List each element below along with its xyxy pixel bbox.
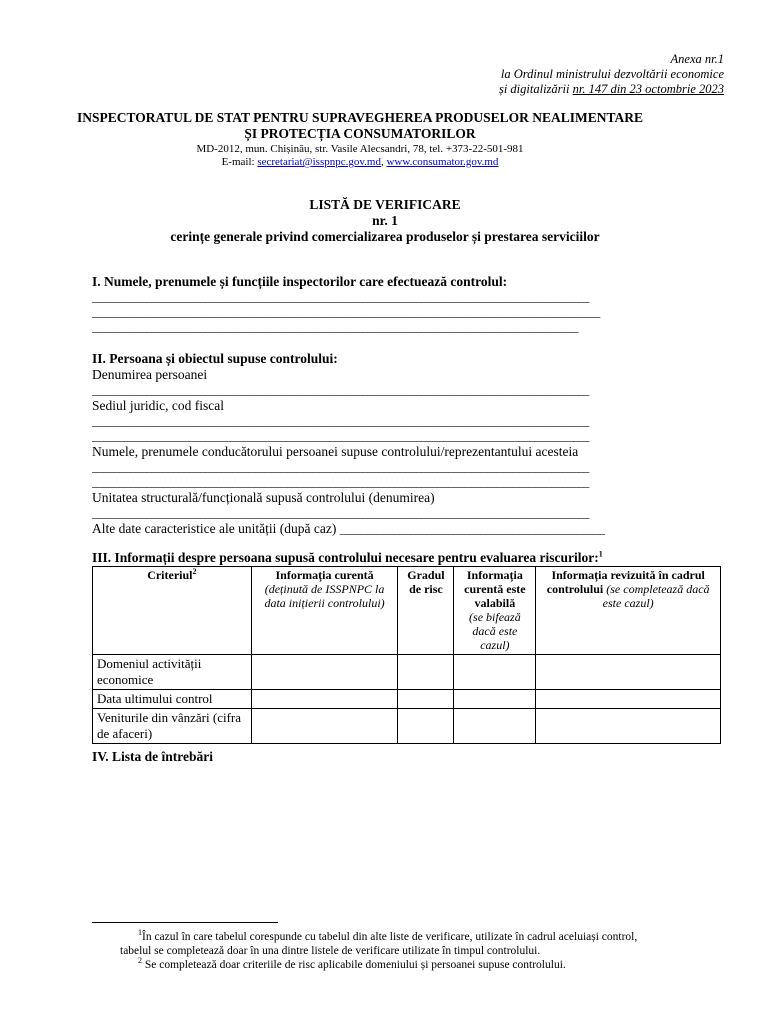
col-risk-degree-line2: de risc [409, 582, 443, 596]
footnote-2-text: Se completează doar criteriile de risc aplicabile domeniului și persoanei supuse controlului. [142, 959, 566, 971]
section-inspectors [92, 274, 722, 335]
annex-order-number: nr. 147 din 23 octombrie 2023 [572, 82, 724, 96]
field-label-manager: Numele, prenumele conducătorului persoanei supuse controlului/reprezentantului acesteia [92, 444, 579, 459]
footnote-2 [112, 958, 712, 972]
cell-valid[interactable] [454, 655, 536, 690]
contact-separator: , [380, 156, 387, 168]
section3-heading [92, 550, 722, 566]
footnote-ref: 2 [192, 567, 197, 576]
annex-number: Anexa nr.1 [670, 52, 724, 66]
cell-risk-degree[interactable] [398, 690, 454, 709]
annex-order-ref [499, 82, 724, 97]
col-criterion [93, 567, 252, 655]
field-other-text: Alte date caracteristice ale unității (după caz) [92, 521, 337, 536]
annex-order: la Ordinul ministrului dezvoltării economice [500, 67, 724, 81]
col-current-info [251, 567, 398, 655]
cell-current-info[interactable] [251, 690, 398, 709]
blank-line-inline[interactable]: _________________________________________________ [339, 522, 605, 536]
section1-heading: I. Numele, prenumele și funcțiile inspectorilor care efectuează controlul: [92, 274, 508, 289]
blank-line[interactable]: ______________________________________________________________________________________________ [92, 305, 600, 319]
email-link[interactable]: secretariat@isspnpc.gov.md [257, 156, 381, 168]
footnote-1-continuation: tabelul se completează doar în una dintre listele de verificare utilizate în timpul controlului. [120, 945, 541, 957]
section2-heading: II. Persoana și obiectul supuse controlului: [92, 351, 338, 366]
row-criterion: Domeniul activității economice [93, 655, 252, 690]
section-questions [92, 749, 722, 765]
annex-order-prefix: și digitalizării [498, 82, 573, 96]
table-row [93, 655, 721, 690]
table-header-row [93, 567, 721, 655]
footnote-1-mark: 1 [138, 928, 142, 938]
col-current-info-note: (deținută de ISSPNPC la data inițierii controlului) [264, 582, 385, 610]
field-label-seat: Sediul juridic, cod fiscal [92, 398, 224, 413]
institution-contacts [60, 156, 660, 169]
institution-header [60, 110, 660, 169]
field-label-other [92, 521, 722, 537]
col-criterion-label: Criteriul [147, 568, 193, 582]
section-risk-info [92, 550, 722, 566]
cell-risk-degree[interactable] [398, 655, 454, 690]
cell-revised[interactable] [536, 690, 721, 709]
institution-name-line1: INSPECTORATUL DE STAT PENTRU SUPRAVEGHEREA PRODUSELOR NEALIMENTARE [76, 110, 644, 125]
section4-heading: IV. Lista de întrebări [92, 749, 214, 764]
footnote-2-mark: 2 [138, 956, 142, 966]
section3-heading-text: III. Informații despre persoana supusă controlului necesare pentru evaluarea riscurilor: [92, 550, 599, 565]
cell-current-info[interactable] [251, 709, 398, 744]
blank-line[interactable]: ____________________________________________________________________________________________ [92, 290, 589, 304]
document-title: LISTĂ DE VERIFICARE [309, 197, 461, 212]
footnote-1-text: În cazul în care tabelul corespunde cu tabelul din alte liste de verificare, utilizate în cadrul aceluiași control, [142, 931, 638, 943]
table-row [93, 690, 721, 709]
col-valid [454, 567, 536, 655]
website-link[interactable]: www.consumator.gov.md [386, 156, 499, 168]
section-person [92, 351, 722, 537]
blank-line[interactable]: ____________________________________________________________________________________________ [92, 460, 589, 474]
row-criterion: Veniturile din vânzări (cifra de afaceri) [93, 709, 252, 744]
cell-risk-degree[interactable] [398, 709, 454, 744]
institution-name-line2: ȘI PROTECȚIA CONSUMATORILOR [244, 126, 476, 141]
cell-valid[interactable] [454, 709, 536, 744]
blank-line[interactable]: ____________________________________________________________________________________________ [92, 429, 589, 443]
cell-revised[interactable] [536, 655, 721, 690]
risk-criteria-table [92, 566, 721, 744]
footnote-1 [112, 930, 712, 944]
blank-line[interactable]: ____________________________________________________________________________________________ [92, 383, 589, 397]
table-row [93, 709, 721, 744]
col-current-info-title: Informația curentă [275, 568, 374, 582]
document-subtitle: cerințe generale privind comercializarea produselor și prestarea serviciilor [170, 229, 600, 244]
col-revised-note: (se completează dacă este cazul) [602, 582, 710, 610]
cell-current-info[interactable] [251, 655, 398, 690]
col-valid-title: Informația curentă este valabilă [464, 568, 526, 610]
col-revised-title: Informația revizuită în cadrul controlului [546, 568, 705, 596]
cell-revised[interactable] [536, 709, 721, 744]
institution-address: MD-2012, mun. Chișinău, str. Vasile Alecsandri, 78, tel. +373-22-501-981 [196, 143, 524, 155]
footnotes [112, 930, 712, 972]
blank-line[interactable]: ____________________________________________________________________________________________ [92, 475, 589, 489]
blank-line[interactable]: ____________________________________________________________________________________________ [92, 506, 589, 520]
blank-line[interactable]: ____________________________________________________________________________________________ [92, 414, 589, 428]
document-title-block [60, 197, 710, 245]
col-risk-degree [398, 567, 454, 655]
annex-reference [499, 52, 724, 97]
cell-valid[interactable] [454, 690, 536, 709]
row-criterion: Data ultimului control [93, 690, 252, 709]
col-valid-note: (se bifează dacă este cazul) [469, 610, 521, 652]
blank-line[interactable]: __________________________________________________________________________________________ [92, 320, 579, 334]
document-number: nr. 1 [372, 213, 398, 228]
email-label: E-mail: [221, 156, 258, 168]
footnote-divider [92, 922, 278, 923]
footnote-ref: 1 [598, 549, 603, 559]
field-label-name: Denumirea persoanei [92, 367, 208, 382]
field-label-unit: Unitatea structurală/funcțională supusă controlului (denumirea) [92, 490, 435, 505]
col-revised [536, 567, 721, 655]
col-risk-degree-line1: Gradul [407, 568, 445, 582]
